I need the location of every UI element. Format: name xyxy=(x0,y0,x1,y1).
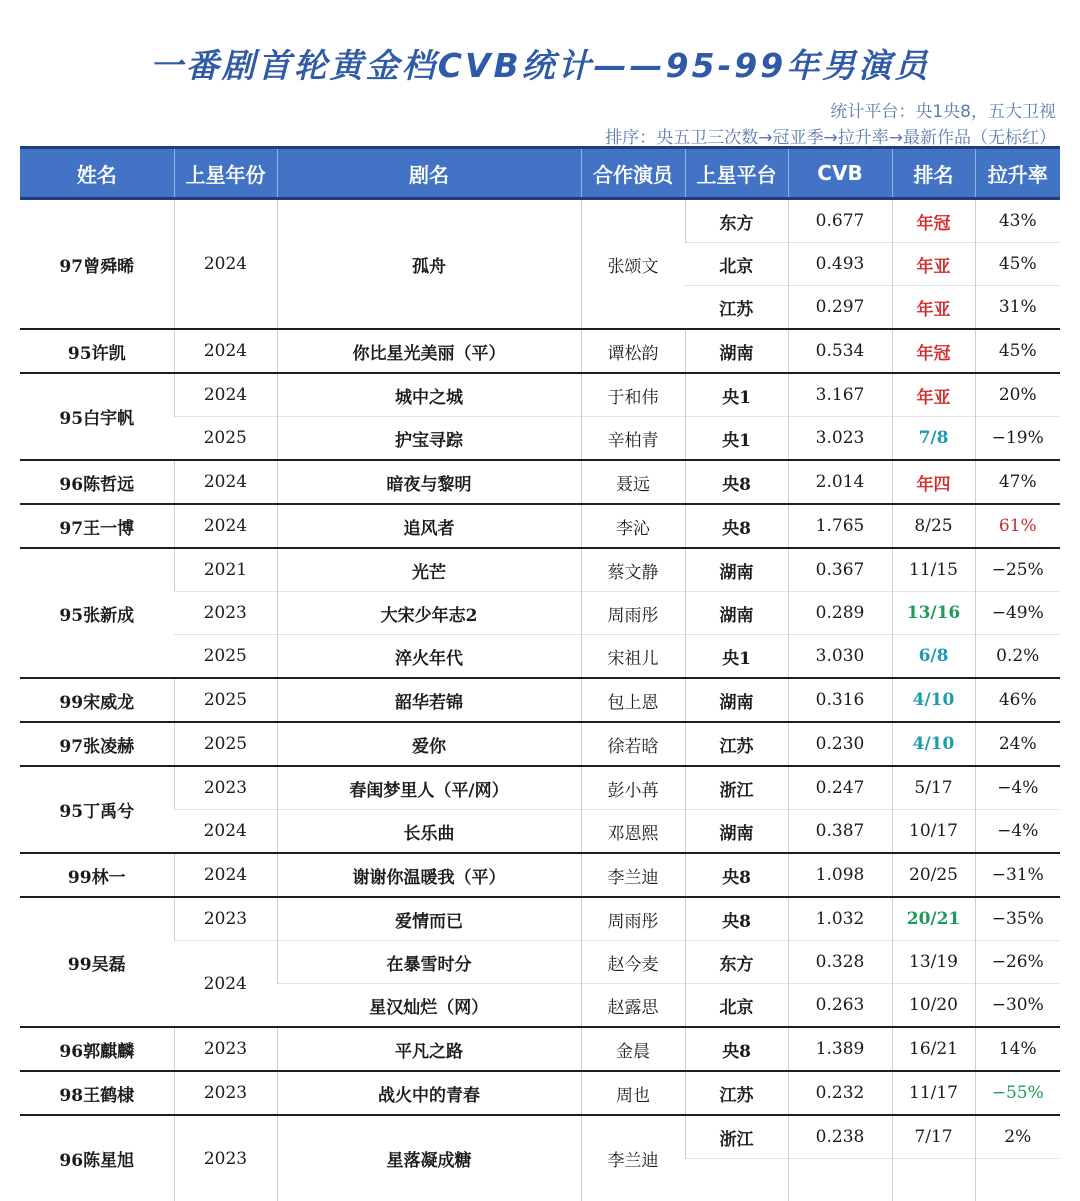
drama-title-cell: 战火中的青春 xyxy=(277,1071,581,1115)
header-row xyxy=(20,148,1060,199)
year-cell: 2025 xyxy=(174,722,277,766)
co-star-cell: 谭松韵 xyxy=(581,329,685,373)
co-star-cell: 李兰迪 xyxy=(581,1115,685,1201)
platform-cell: 浙江 xyxy=(685,1115,788,1159)
actor-name-cell: 95白宇帆 xyxy=(20,373,174,460)
co-star-cell: 宋祖儿 xyxy=(581,635,685,679)
rank-cell: 10/20 xyxy=(892,984,975,1028)
platform-cell: 央1 xyxy=(685,373,788,417)
rank-cell: 年亚 xyxy=(892,286,975,330)
cvb-cell: 0.387 xyxy=(788,810,892,854)
actor-name-cell: 96陈哲远 xyxy=(20,460,174,504)
cvb-cell: 3.023 xyxy=(788,417,892,461)
actor-name-cell: 97张凌赫 xyxy=(20,722,174,766)
cvb-cell: 0.316 xyxy=(788,678,892,722)
col-header-platform: 上星平台 xyxy=(685,148,788,199)
co-star-cell: 金晨 xyxy=(581,1027,685,1071)
rise-rate-cell: −19% xyxy=(975,417,1060,461)
rank-cell: 7/17 xyxy=(892,1115,975,1159)
platform-cell: 央1 xyxy=(685,417,788,461)
table-row xyxy=(20,592,1060,635)
rise-rate-cell: 47% xyxy=(975,460,1060,504)
platform-cell: 央1 xyxy=(685,635,788,679)
co-star-cell: 张颂文 xyxy=(581,199,685,330)
cvb-cell: 3.030 xyxy=(788,635,892,679)
rank-cell: 4/10 xyxy=(892,722,975,766)
rank-cell: 5/17 xyxy=(892,766,975,810)
drama-title-cell: 长乐曲 xyxy=(277,810,581,854)
rise-rate-cell: −4% xyxy=(975,766,1060,810)
table-row xyxy=(20,678,1060,722)
rank-cell: 年四 xyxy=(892,460,975,504)
cvb-cell: 3.167 xyxy=(788,373,892,417)
rise-rate-cell: −35% xyxy=(975,897,1060,941)
col-header-year: 上星年份 xyxy=(174,148,277,199)
platform-cell: 湖南 xyxy=(685,810,788,854)
rise-rate-cell: 45% xyxy=(975,243,1060,286)
drama-title-cell: 你比星光美丽（平） xyxy=(277,329,581,373)
drama-title-cell: 星汉灿烂（网） xyxy=(277,984,581,1028)
rank-cell: 11/17 xyxy=(892,1071,975,1115)
table-row xyxy=(20,766,1060,810)
year-cell: 2024 xyxy=(174,373,277,417)
cvb-cell: 0.263 xyxy=(788,984,892,1028)
platform-cell: 央8 xyxy=(685,460,788,504)
actor-name-cell: 97王一博 xyxy=(20,504,174,548)
cvb-table xyxy=(20,146,1060,1201)
year-cell: 2023 xyxy=(174,592,277,635)
drama-title-cell: 在暴雪时分 xyxy=(277,941,581,984)
platform-cell: 央8 xyxy=(685,853,788,897)
year-cell: 2023 xyxy=(174,1027,277,1071)
table-row xyxy=(20,853,1060,897)
rank-cell: 8/25 xyxy=(892,504,975,548)
rise-rate-cell: 31% xyxy=(975,286,1060,330)
platform-cell: 东方 xyxy=(685,941,788,984)
col-header-actor: 合作演员 xyxy=(581,148,685,199)
cvb-cell xyxy=(788,1159,892,1201)
platform-cell: 东方 xyxy=(685,199,788,243)
cvb-cell: 1.765 xyxy=(788,504,892,548)
platform-cell: 湖南 xyxy=(685,592,788,635)
actor-name-cell: 96郭麒麟 xyxy=(20,1027,174,1071)
co-star-cell: 李兰迪 xyxy=(581,853,685,897)
rank-cell: 7/8 xyxy=(892,417,975,461)
table-row xyxy=(20,810,1060,854)
table-row xyxy=(20,722,1060,766)
co-star-cell: 赵今麦 xyxy=(581,941,685,984)
platform-cell: 湖南 xyxy=(685,678,788,722)
platform-cell: 湖南 xyxy=(685,329,788,373)
cvb-cell: 0.232 xyxy=(788,1071,892,1115)
actor-name-cell: 98王鹤棣 xyxy=(20,1071,174,1115)
cvb-cell: 1.389 xyxy=(788,1027,892,1071)
drama-title-cell: 谢谢你温暖我（平） xyxy=(277,853,581,897)
col-header-cvb: CVB xyxy=(788,148,892,199)
co-star-cell: 包上恩 xyxy=(581,678,685,722)
rise-rate-cell: −49% xyxy=(975,592,1060,635)
rank-cell: 年冠 xyxy=(892,329,975,373)
drama-title-cell: 光芒 xyxy=(277,548,581,592)
rise-rate-cell: −4% xyxy=(975,810,1060,854)
cvb-cell: 0.289 xyxy=(788,592,892,635)
platform-cell: 北京 xyxy=(685,243,788,286)
co-star-cell: 聂远 xyxy=(581,460,685,504)
co-star-cell: 赵露思 xyxy=(581,984,685,1028)
actor-name-cell: 95丁禹兮 xyxy=(20,766,174,853)
cvb-cell: 0.328 xyxy=(788,941,892,984)
rank-cell: 年亚 xyxy=(892,373,975,417)
rise-rate-cell: −26% xyxy=(975,941,1060,984)
col-header-name: 姓名 xyxy=(20,148,174,199)
cvb-cell: 0.297 xyxy=(788,286,892,330)
platform-cell: 江苏 xyxy=(685,722,788,766)
cvb-cell: 2.014 xyxy=(788,460,892,504)
year-cell: 2021 xyxy=(174,548,277,592)
drama-title-cell: 追风者 xyxy=(277,504,581,548)
cvb-cell: 1.098 xyxy=(788,853,892,897)
table-row xyxy=(20,373,1060,417)
actor-name-cell: 95张新成 xyxy=(20,548,174,678)
rise-rate-cell: −25% xyxy=(975,548,1060,592)
co-star-cell: 徐若晗 xyxy=(581,722,685,766)
cvb-cell: 0.238 xyxy=(788,1115,892,1159)
rise-rate-cell: 46% xyxy=(975,678,1060,722)
drama-title-cell: 爱你 xyxy=(277,722,581,766)
drama-title-cell: 星落凝成糖 xyxy=(277,1115,581,1201)
year-cell: 2023 xyxy=(174,766,277,810)
year-cell: 2024 xyxy=(174,504,277,548)
rise-rate-cell: 0.2% xyxy=(975,635,1060,679)
rise-rate-cell: 20% xyxy=(975,373,1060,417)
table-row xyxy=(20,199,1060,243)
rank-cell: 13/19 xyxy=(892,941,975,984)
cvb-cell: 0.367 xyxy=(788,548,892,592)
cvb-cell: 0.493 xyxy=(788,243,892,286)
table-row xyxy=(20,460,1060,504)
co-star-cell: 彭小苒 xyxy=(581,766,685,810)
rise-rate-cell: 43% xyxy=(975,199,1060,243)
platform-cell: 央8 xyxy=(685,1027,788,1071)
cvb-cell: 0.534 xyxy=(788,329,892,373)
drama-title-cell: 春闺梦里人（平/网） xyxy=(277,766,581,810)
actor-name-cell: 95许凯 xyxy=(20,329,174,373)
rank-cell: 10/17 xyxy=(892,810,975,854)
rank-cell: 年冠 xyxy=(892,199,975,243)
table-row xyxy=(20,941,1060,984)
platform-cell: 央8 xyxy=(685,504,788,548)
platform-cell: 浙江 xyxy=(685,766,788,810)
drama-title-cell: 淬火年代 xyxy=(277,635,581,679)
platform-cell: 江苏 xyxy=(685,1071,788,1115)
rank-cell: 年亚 xyxy=(892,243,975,286)
col-header-drama: 剧名 xyxy=(277,148,581,199)
drama-title-cell: 护宝寻踪 xyxy=(277,417,581,461)
table-row xyxy=(20,897,1060,941)
table-row xyxy=(20,504,1060,548)
table-row xyxy=(20,417,1060,461)
sort-note: 排序：央五卫三次数→冠亚季→拉升率→最新作品（无标红） xyxy=(605,123,1056,148)
cvb-cell: 0.230 xyxy=(788,722,892,766)
col-header-rise: 拉升率 xyxy=(975,148,1060,199)
co-star-cell: 蔡文静 xyxy=(581,548,685,592)
rank-cell: 20/25 xyxy=(892,853,975,897)
rank-cell: 6/8 xyxy=(892,635,975,679)
actor-name-cell: 99吴磊 xyxy=(20,897,174,1027)
co-star-cell: 邓恩熙 xyxy=(581,810,685,854)
year-cell: 2025 xyxy=(174,417,277,461)
rank-cell: 13/16 xyxy=(892,592,975,635)
year-cell: 2024 xyxy=(174,853,277,897)
drama-title-cell: 暗夜与黎明 xyxy=(277,460,581,504)
co-star-cell: 辛柏青 xyxy=(581,417,685,461)
platform-cell: 江苏 xyxy=(685,286,788,330)
rank-cell xyxy=(892,1159,975,1201)
year-cell: 2024 xyxy=(174,810,277,854)
co-star-cell: 周雨彤 xyxy=(581,897,685,941)
co-star-cell: 周也 xyxy=(581,1071,685,1115)
year-cell: 2023 xyxy=(174,897,277,941)
drama-title-cell: 平凡之路 xyxy=(277,1027,581,1071)
platform-cell: 央8 xyxy=(685,897,788,941)
platform-cell: 北京 xyxy=(685,984,788,1028)
year-cell: 2024 xyxy=(174,941,277,1028)
rise-rate-cell: −31% xyxy=(975,853,1060,897)
year-cell: 2023 xyxy=(174,1071,277,1115)
rank-cell: 11/15 xyxy=(892,548,975,592)
rise-rate-cell: 45% xyxy=(975,329,1060,373)
drama-title-cell: 韶华若锦 xyxy=(277,678,581,722)
table-body xyxy=(20,199,1060,1201)
actor-name-cell: 96陈星旭 xyxy=(20,1115,174,1201)
table-row xyxy=(20,1071,1060,1115)
rank-cell: 4/10 xyxy=(892,678,975,722)
year-cell: 2024 xyxy=(174,460,277,504)
co-star-cell: 于和伟 xyxy=(581,373,685,417)
table-row xyxy=(20,635,1060,679)
drama-title-cell: 大宋少年志2 xyxy=(277,592,581,635)
drama-title-cell: 城中之城 xyxy=(277,373,581,417)
rise-rate-cell xyxy=(975,1159,1060,1201)
rise-rate-cell: −30% xyxy=(975,984,1060,1028)
rank-cell: 16/21 xyxy=(892,1027,975,1071)
rank-cell: 20/21 xyxy=(892,897,975,941)
rise-rate-cell: −55% xyxy=(975,1071,1060,1115)
actor-name-cell: 97曾舜晞 xyxy=(20,199,174,330)
actor-name-cell: 99宋威龙 xyxy=(20,678,174,722)
rise-rate-cell: 24% xyxy=(975,722,1060,766)
co-star-cell: 李沁 xyxy=(581,504,685,548)
rise-rate-cell: 61% xyxy=(975,504,1060,548)
year-cell: 2025 xyxy=(174,635,277,679)
cvb-cell: 0.247 xyxy=(788,766,892,810)
cvb-cell: 0.677 xyxy=(788,199,892,243)
table-row xyxy=(20,548,1060,592)
platform-cell xyxy=(685,1159,788,1201)
page-title: 一番剧首轮黄金档CVB统计——95-99年男演员 xyxy=(0,40,1080,87)
platform-cell: 湖南 xyxy=(685,548,788,592)
year-cell: 2024 xyxy=(174,199,277,330)
col-header-rank: 排名 xyxy=(892,148,975,199)
actor-name-cell: 99林一 xyxy=(20,853,174,897)
table-row xyxy=(20,329,1060,373)
drama-title-cell: 爱情而已 xyxy=(277,897,581,941)
year-cell: 2024 xyxy=(174,329,277,373)
cvb-cell: 1.032 xyxy=(788,897,892,941)
year-cell: 2023 xyxy=(174,1115,277,1201)
platform-note: 统计平台：央1央8，五大卫视 xyxy=(830,97,1056,122)
drama-title-cell: 孤舟 xyxy=(277,199,581,330)
year-cell: 2025 xyxy=(174,678,277,722)
rise-rate-cell: 2% xyxy=(975,1115,1060,1159)
table-row xyxy=(20,1027,1060,1071)
rise-rate-cell: 14% xyxy=(975,1027,1060,1071)
co-star-cell: 周雨彤 xyxy=(581,592,685,635)
